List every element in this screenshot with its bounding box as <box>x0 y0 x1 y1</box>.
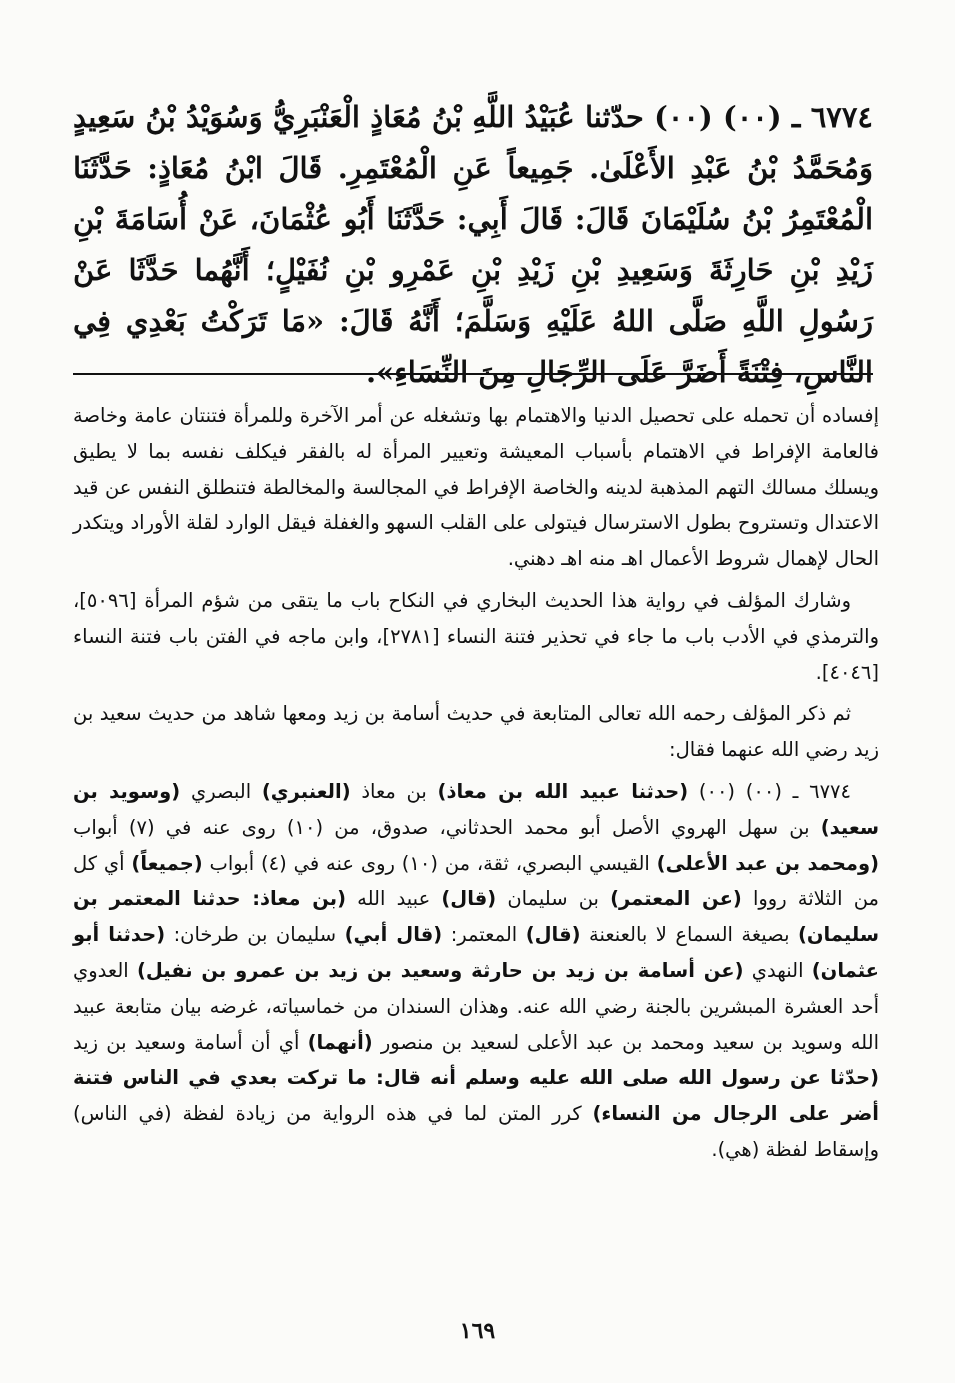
text-segment: بن معاذ <box>350 779 438 803</box>
hadith-text: ٦٧٧٤ ـ (٠٠) (٠٠) حدّثنا عُبَيْدُ اللَّهِ بْنُ مُعَاذٍ الْعَنْبَرِيُّ وَسُوَيْدُ بْنُ سَعِيدٍ وَمُحَمَّدُ بْنُ عَبْدِ الأَعْلَىٰ. جَمِيعاً عَنِ الْمُعْتَمِرِ. قَالَ ابْنُ مُعَاذٍ: حَدَّثَنَا الْمُعْتَمِرُ بْنُ سُلَيْمَانَ قَالَ: قَالَ أَبِي: حَدَّثَنَا أَبُو عُثْمَانَ، عَنْ أُسَامَةَ بْنِ زَيْدِ بْنِ حَارِثَةَ وَسَعِيدِ بْنِ زَيْدِ بْنِ عَمْرِو بْنِ نُفَيْلٍ؛ أَنَّهُما حَدَّثَا عَنْ رَسُولِ اللَّهِ صَلَّى اللهُ عَلَيْهِ وَسَلَّمَ؛ أَنَّهُ قَالَ: «مَا تَرَكْتُ بَعْدِي فِي النَّاسِ، فِتْنَةً أَضَرَّ عَلَى الرِّجَالِ مِنَ النِّسَاءِ». <box>73 100 873 389</box>
bold-quote-segment: (قال أبي) <box>344 923 443 947</box>
text-segment: بن سليمان <box>496 887 611 911</box>
text-segment: أي أن أسامة وسعيد بن زيد <box>73 1030 308 1054</box>
commentary-block <box>73 398 879 1174</box>
text-segment: عبيد الله <box>346 887 442 911</box>
bold-quote-segment: (قال) <box>525 923 581 947</box>
bold-quote-segment: (ومحمد بن عبد الأعلى) <box>656 851 879 875</box>
text-segment: المعتمر: <box>442 923 526 947</box>
page-number: ١٦٩ <box>459 1318 496 1344</box>
text-segment: بن سهل الهروي الأصل أبو محمد الحدثاني، صدوق، من (١٠) روى عنه في (٧) أبواب <box>73 815 821 839</box>
bold-quote-segment: (جميعاً) <box>131 851 203 875</box>
text-segment: البصري <box>180 779 262 803</box>
bold-quote-segment: (حدثنا أبو عثمان) <box>73 923 879 982</box>
text-segment: كرر المتن لما في هذه الرواية من زيادة لفظة (في الناس) وإسقاط لفظة (هي). <box>73 1102 879 1161</box>
footnote-divider <box>73 373 873 375</box>
text-segment: القيسي البصري، ثقة، من (١٠) روى عنه في (٤) أبواب <box>202 851 657 875</box>
bold-quote-segment: (قال) <box>441 887 497 911</box>
text-segment: بصيغة السماع لا بالعنعنة <box>580 923 798 947</box>
bold-quote-segment: (عن المعتمر) <box>610 887 742 911</box>
bold-quote-segment: (وسويد بن سعيد) <box>73 779 880 839</box>
text-segment: أي كل من الثلاثة رووا <box>73 851 879 911</box>
commentary-paragraph-3: ثم ذكر المؤلف رحمه الله تعالى المتابعة في حديث أسامة بن زيد ومعها شاهد من حديث سعيد بن زيد رضي الله عنهما فقال: <box>73 702 879 762</box>
commentary-paragraph-4 <box>73 774 879 1168</box>
bold-quote-segment: (عن أسامة بن زيد بن حارثة وسعيد بن زيد بن عمرو بن نفيل) <box>136 958 744 982</box>
text-segment: النهدي <box>743 958 812 982</box>
bold-quote-segment: (حدّثا عن رسول الله صلى الله عليه وسلم أنه قال: ما تركت بعدي في الناس فتنة أضر على الرجال من النساء) <box>73 1066 879 1126</box>
text-segment: العدوي أحد العشرة المبشرين بالجنة رضي الله عنه. وهذان السندان من خماسياته، غرضه بيان متابعة عبيد الله وسويد بن سعيد ومحمد بن عبد الأعلى لسعيد بن منصور <box>73 958 879 1054</box>
hadith-text-block <box>73 92 873 398</box>
text-segment: ٦٧٧٤ ـ (٠٠) (٠٠) <box>688 779 852 803</box>
bold-quote-segment: (حدثنا عبيد الله بن معاذ) <box>437 779 689 803</box>
bold-quote-segment: (العنبري) <box>261 779 351 803</box>
bold-quote-segment: (أنهما) <box>307 1030 373 1054</box>
text-segment: سليمان بن طرخان: <box>165 923 345 947</box>
commentary-paragraph-1: إفساده أن تحمله على تحصيل الدنيا والاهتمام بها وتشغله عن أمر الآخرة وللمرأة فتنتان عامة وخاصة فالعامة الإفراط في الاهتمام بأسباب المعيشة وتعيير المرأة له بالفقر فيكلف نفسه بما لا يطيق ويسلك مسالك التهم المذهبة لدينه والخاصة الإفراط في المجالسة والمخالطة فتنطلق النفس عن قيد الاعتدال وتستروح بطول الاسترسال فيتولى على القلب السهو والغفلة فيقل الوارد لقلة الأوراد ويتكدر الحال لإهمال شروط الأعمال اهـ منه اهـ دهني. <box>73 404 879 571</box>
commentary-paragraph-2: وشارك المؤلف في رواية هذا الحديث البخاري في النكاح باب ما يتقى من شؤم المرأة [٥٠٩٦]، والترمذي في الأدب باب ما جاء في تحذير فتنة النساء [٢٧٨١]، وابن ماجه في الفتن باب فتنة النساء [٤٠٤٦]. <box>73 588 879 684</box>
bold-quote-segment: (بن معاذ: حدثنا المعتمر بن سليمان) <box>73 887 880 947</box>
